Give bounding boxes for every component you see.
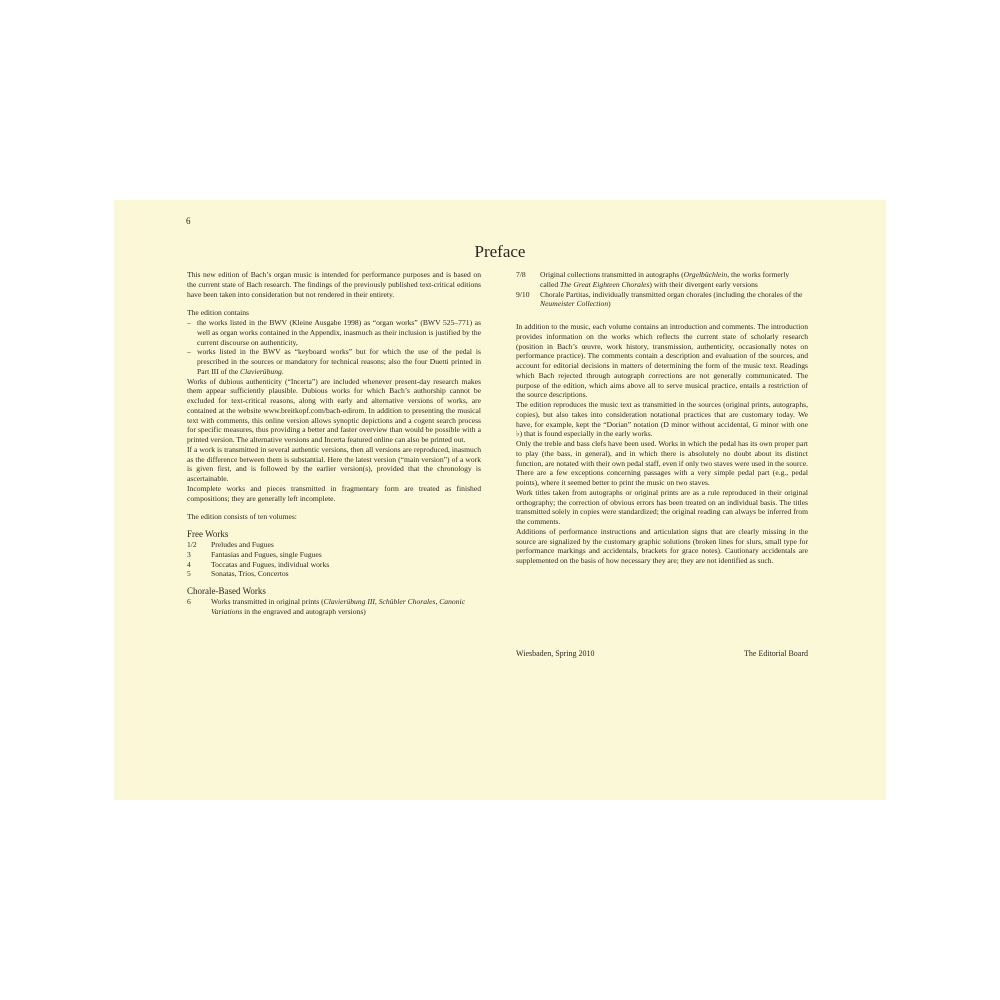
- contains-heading: The edition contains: [187, 308, 249, 318]
- list-item: [187, 347, 481, 376]
- additions-paragraph: Additions of performance instructions and articulation signs that are clearly missing in the source are signalized by the customary graphic solutions (broken lines for slurs, small type for performance markings and accidentals, brackets for grace notes). Cautionary accidentals are supplemented on the basis of how necessary they are; they are not identified as such.: [516, 526, 808, 565]
- bullet-text: the works listed in the BWV (Kleine Ausgabe 1998) as “organ works” (BWV 525–771) as well as organ works contained in the Appendix, inasmuch as their inclusion is justified by the current discourse on authenticity,: [197, 318, 481, 347]
- volume-row: 3 Fantasias and Fugues, single Fugues: [187, 549, 322, 559]
- work-titles-paragraph: Work titles taken from autographs or original prints are as a rule reproduced in their original orthography; the correction of obvious errors has been treated on an individual basis. The titles transmitted solely in copies were standardized; the original reading can always be inferred from the comments.: [516, 487, 808, 526]
- free-works-heading: Free Works: [187, 529, 229, 539]
- volume-row: 5 Sonatas, Trios, Concertos: [187, 569, 289, 579]
- intro-paragraph: This new edition of Bach’s organ music is intended for performance purposes and is based on the current state of Bach research. The findings of the previously published text-critical editions have been taken into consideration but not rendered in their entirety.: [187, 270, 481, 299]
- left-column: [187, 270, 481, 617]
- volume-row: 4 Toccatas and Fugues, individual works: [187, 559, 330, 569]
- page-title: Preface: [474, 242, 526, 261]
- place-date: Wiesbaden, Spring 2010: [516, 649, 595, 658]
- clefs-paragraph: Only the treble and bass clefs have been used. Works in which the pedal has its own proper part to play (the bass, in general), and in which there is absolutely no doubt about its distinct function, are notated with their own pedal staff, even if only two staves were used in the source. There are a few exceptions concerning passages with a very simple pedal part (e.g., pedal points), where it seemed better to print the music on two staves.: [516, 439, 808, 487]
- music-text-paragraph: The edition reproduces the music text as transmitted in the sources (original prints, autographs, copies), but also takes into consideration notational practices that are customary today. We have, for example, kept the “Dorian” notation (D minor without accidental, G minor with one ♭) that is found especially in the early works.: [516, 400, 808, 439]
- volumes-intro: The edition consists of ten volumes:: [187, 512, 297, 522]
- signature: The Editorial Board: [744, 649, 808, 658]
- volume-row: 6 Works transmitted in original prints (Clavierübung III, Schübler Chorales, Canonic Variations in the engraved and autograph versions): [187, 597, 465, 616]
- incerta-paragraph: Works of dubious authenticity (“Incerta”) are included whenever present-day research makes them appear sufficiently plausible. Dubious works for which Bach’s authorship cannot be excluded for text-critical reasons, along with early and alternative versions of works, are contained at the website www.breitkopf.com/bach-edirom. In addition to presenting the musical text with comments, this online version allows synoptic depictions and a cogent search process for specific measures, thus providing a better and faster overview than would be possible with a printed version. The alternative versions and Incerta featured online can also be printed out.: [187, 376, 481, 444]
- free-works-list: [187, 540, 481, 579]
- chorale-works-heading: Chorale-Based Works: [187, 586, 266, 596]
- document-page: [114, 200, 886, 800]
- right-column: [516, 270, 808, 566]
- list-item: [187, 318, 481, 347]
- versions-paragraph: If a work is transmitted in several authentic versions, then all versions are reproduced, inasmuch as the difference between them is substantial. Here the latest version (“main version”) of a work is given first, and is followed by the earlier version(s), provided that the chronology is ascertainable.: [187, 444, 481, 483]
- page-number: 6: [186, 216, 191, 226]
- introduction-paragraph: In addition to the music, each volume contains an introduction and comments. The introduction provides information on the works which reflects the current state of scholarly research (position in Bach’s œuvre, work history, transmission, authenticity, occasionally notes on performance practice). The comments contain a description and evaluation of the sources, and account for editorial decisions in matters of determining the form of the music text. Readings which Bach rejected through autograph corrections are not generally communicated. The purpose of the edition, which aims above all to serve musical practice, entails a restriction of the source descriptions.: [516, 322, 808, 400]
- volume-row: 7/8 Original collections transmitted in autographs (Orgelbüchlein, the works formerly called The Great Eighteen Chorales) with their divergent early versions: [516, 270, 790, 289]
- dash-marker: –: [187, 347, 191, 357]
- volume-row: 1/2 Preludes and Fugues: [187, 540, 274, 549]
- incomplete-paragraph: Incomplete works and pieces transmitted in fragmentary form are treated as finished compositions; they are generally left incomplete.: [187, 483, 481, 503]
- dash-marker: –: [187, 318, 191, 327]
- bullet-text: works listed in the BWV as “keyboard works” but for which the use of the pedal is prescribed in the sources or mandatory for technical reasons; also the four Duetti printed in Part III of the Clavierübung.: [197, 347, 481, 376]
- volume-row: 9/10 Chorale Partitas, individually transmitted organ chorales (including the chorales of the Neumeister Collection): [516, 289, 803, 309]
